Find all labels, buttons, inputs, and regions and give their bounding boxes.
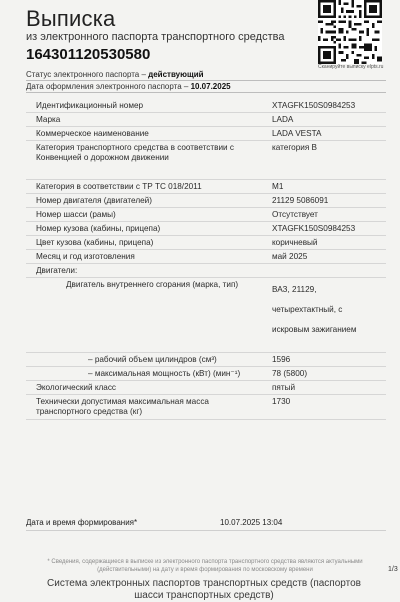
document-subtitle: из электронного паспорта транспортного средства [26,31,285,43]
row-value: LADA [272,115,294,124]
table-row [26,208,386,222]
row-value: M1 [272,182,284,191]
row-label: Марка [36,115,61,124]
row-label: Категория в соответствии с ТР ТС 018/2011 [36,182,202,191]
row-value: май 2025 [272,252,308,261]
row-label: Номер кузова (кабины, прицепа) [36,224,161,233]
row-label: Двигатели: [36,266,78,275]
row-label: Технически допустимая максимальная масса транспортного средства (кг) [36,397,209,416]
document-title: Выписка [26,6,116,31]
qr-caption: Сканируйте выписку elpts.ru [318,64,384,70]
row-value: пятый [272,383,296,392]
table-row [26,353,386,367]
issue-date-line [26,82,231,91]
table-row [26,194,386,208]
row-label: Месяц и год изготовления [36,252,135,261]
row-label: Идентификационный номер [36,101,144,110]
divider [26,92,386,93]
row-label: Двигатель внутреннего сгорания (марка, тип) [66,280,239,289]
table-row [26,278,386,353]
row-value: XTAGFK150S0984253 [272,224,356,233]
table-row [26,381,386,395]
page-indicator: 1/3 [388,566,398,573]
row-label: Цвет кузова (кабины, прицепа) [36,238,154,247]
row-label: – рабочий объем цилиндров (см³) [88,355,217,364]
table-row [26,250,386,264]
status-label: Статус электронного паспорта – [26,70,149,79]
table-row [26,236,386,250]
table-row [26,222,386,236]
issue-date-label: Дата оформления электронного паспорта – [26,82,191,91]
row-label: Категория транспортного средства в соответствии с Конвенцией о дорожном движении [36,143,234,162]
formed-value: 10.07.2025 13:04 [220,518,283,527]
issue-date-value: 10.07.2025 [190,82,231,91]
row-label: – максимальная мощность (кВт) (мин⁻¹) [88,369,241,378]
row-value: коричневый [272,238,318,247]
table-row [26,127,386,141]
row-value: категория B [272,143,318,152]
table-row [26,395,386,420]
row-value: 78 (5800) [272,369,308,378]
row-label: Экологический класс [36,383,117,392]
table-row [26,113,386,127]
row-label: Коммерческое наименование [36,129,149,138]
row-value: LADA VESTA [272,129,322,138]
row-value: ВАЗ, 21129, четырехтактный, с искровым зажиганием [272,285,357,334]
table-row [26,99,386,113]
status-value: действующий [148,70,204,79]
divider [26,80,386,81]
table-row [26,264,386,278]
row-value: XTAGFK150S0984253 [272,101,356,110]
qr-code[interactable] [318,0,382,64]
row-value: 21129 5086091 [272,196,329,205]
passport-number: 164301120530580 [26,46,151,63]
formed-label: Дата и время формирования* [26,518,138,527]
status-line [26,70,204,79]
system-name: Система электронных паспортов транспортных средств (паспортов шасси транспортных средств) [47,578,361,601]
footnote: * Сведения, содержащиеся в выписке из электронного паспорта транспортного средства являются актуальными (действительными) на дату и время формирования по московскому времени [47,559,363,573]
row-label: Номер двигателя (двигателей) [36,196,152,205]
row-value: Отсутствует [272,210,318,219]
table-row [26,141,386,180]
table-row [26,367,386,381]
divider [26,530,386,531]
row-label: Номер шасси (рамы) [36,210,116,219]
row-value: 1596 [272,355,291,364]
row-value: 1730 [272,397,291,406]
table-row [26,180,386,194]
